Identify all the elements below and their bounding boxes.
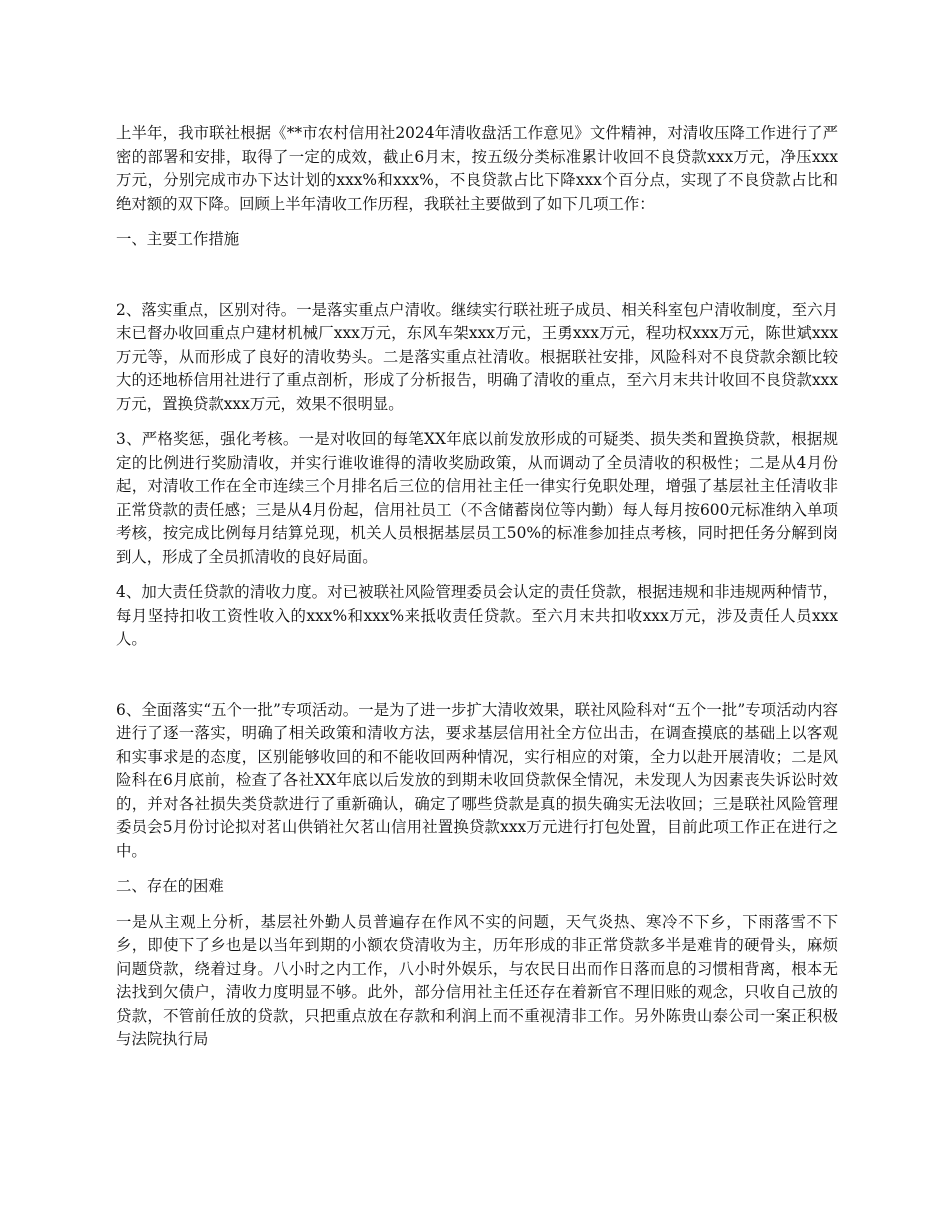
measure-item-3: 3、严格奖惩，强化考核。一是对收回的每笔XX年底以前发放形成的可疑类、损失类和置换贷款，根据规定的比例进行奖励清收，并实行谁收谁得的清收奖励政策，从而调动了全员清收的积极性；二是从4月份起，对清收工作在全市连续三个月排名后三位的信用社主任一律实行免职处理，增强了基层社主任清收非正常贷款的责任感；三是从4月份起，信用社员工（不含储蓄岗位等内勤）每人每月按600元标准纳入单项考核，按完成比例每月结算兑现，机关人员根据基层员工50%的标准参加挂点考核，同时把任务分解到岗到人，形成了全员抓清收的良好局面。 — [116, 430, 838, 566]
section-heading-measures: 一、主要工作措施 — [116, 230, 240, 248]
measure-item-2: 2、落实重点，区别对待。一是落实重点户清收。继续实行联社班子成员、相关科室包户清收制度，至六月末已督办收回重点户建材机械厂xxx万元，东风车架xxx万元，王勇xxx万元，程功权xxx万元，陈世斌xxx万元等，从而形成了良好的清收势头。二是落实重点社清收。根据联社安排，风险科对不良贷款余额比较大的还地桥信用社进行了重点剖析，形成了分析报告，明确了清收的重点，至六月末共计收回不良贷款xxx万元，置换贷款xxx万元，效果不很明显。 — [116, 300, 838, 413]
paragraph-gap — [116, 899, 838, 911]
measure-item-6: 6、全面落实“五个一批”专项活动。一是为了进一步扩大清收效果，联社风险科对“五个一批”专项活动内容进行了逐一落实，明确了相关政策和清收方法，要求基层信用社全方位出击，在调查摸底的基础上以客观和实事求是的态度，区别能够收回的和不能收回两种情况，实行相应的对策，全力以赴开展清收；二是风险科在6月底前，检查了各社XX年底以后发放的到期未收回贷款保全情况，未发现人为因素丧失诉讼时效的，并对各社损失类贷款进行了重新确认，确定了哪些贷款是真的损失确实无法收回；三是联社风险管理委员会5月份讨论拟对茗山供销社欠茗山信用社置换贷款xxx万元进行打包处置，目前此项工作正在进行之中。 — [116, 700, 838, 860]
paragraph-gap — [116, 287, 838, 299]
section-heading-difficulties: 二、存在的困难 — [116, 877, 224, 895]
document-page — [116, 122, 838, 1052]
measure-item-4: 4、加大责任贷款的清收力度。对已被联社风险管理委员会认定的责任贷款，根据违规和非违规两种情节，每月坚持扣收工资性收入的xxx%和xxx%来抵收责任贷款。至六月末共扣收xxx万元，涉及责任人员xxx人。 — [116, 583, 838, 648]
paragraph-gap — [116, 687, 838, 699]
paragraph-gap — [116, 252, 838, 287]
paragraph-gap — [116, 416, 838, 428]
paragraph-gap — [116, 216, 838, 228]
difficulty-paragraph-1: 一是从主观上分析，基层社外勤人员普遍存在作风不实的问题，天气炎热、寒冷不下乡，下雨落雪不下乡，即使下了乡也是以当年到期的小额农贷清收为主，历年形成的非正常贷款多半是难肯的硬骨头，麻烦问题贷款，绕着过身。八小时之内工作，八小时外娱乐，与农民日出而作日落而息的习惯相背离，根本无法找到欠债户，清收力度明显不够。此外，部分信用社主任还存在着新官不理旧账的观念，只收自己放的贷款，不管前任放的贷款，只把重点放在存款和利润上而不重视清非工作。另外陈贵山泰公司一案正积极与法院执行局 — [116, 912, 838, 1048]
intro-paragraph: 上半年，我市联社根据《**市农村信用社2024年清收盘活工作意见》文件精神，对清收压降工作进行了严密的部署和安排，取得了一定的成效，截止6月末，按五级分类标准累计收回不良贷款xxx万元，净压xxx万元，分别完成市办下达计划的xxx%和xxx%，不良贷款占比下降xxx个百分点，实现了不良贷款占比和绝对额的双下降。回顾上半年清收工作历程，我联社主要做到了如下几项工作： — [116, 124, 838, 213]
paragraph-gap — [116, 652, 838, 687]
paragraph-gap — [116, 569, 838, 581]
paragraph-gap — [116, 863, 838, 875]
